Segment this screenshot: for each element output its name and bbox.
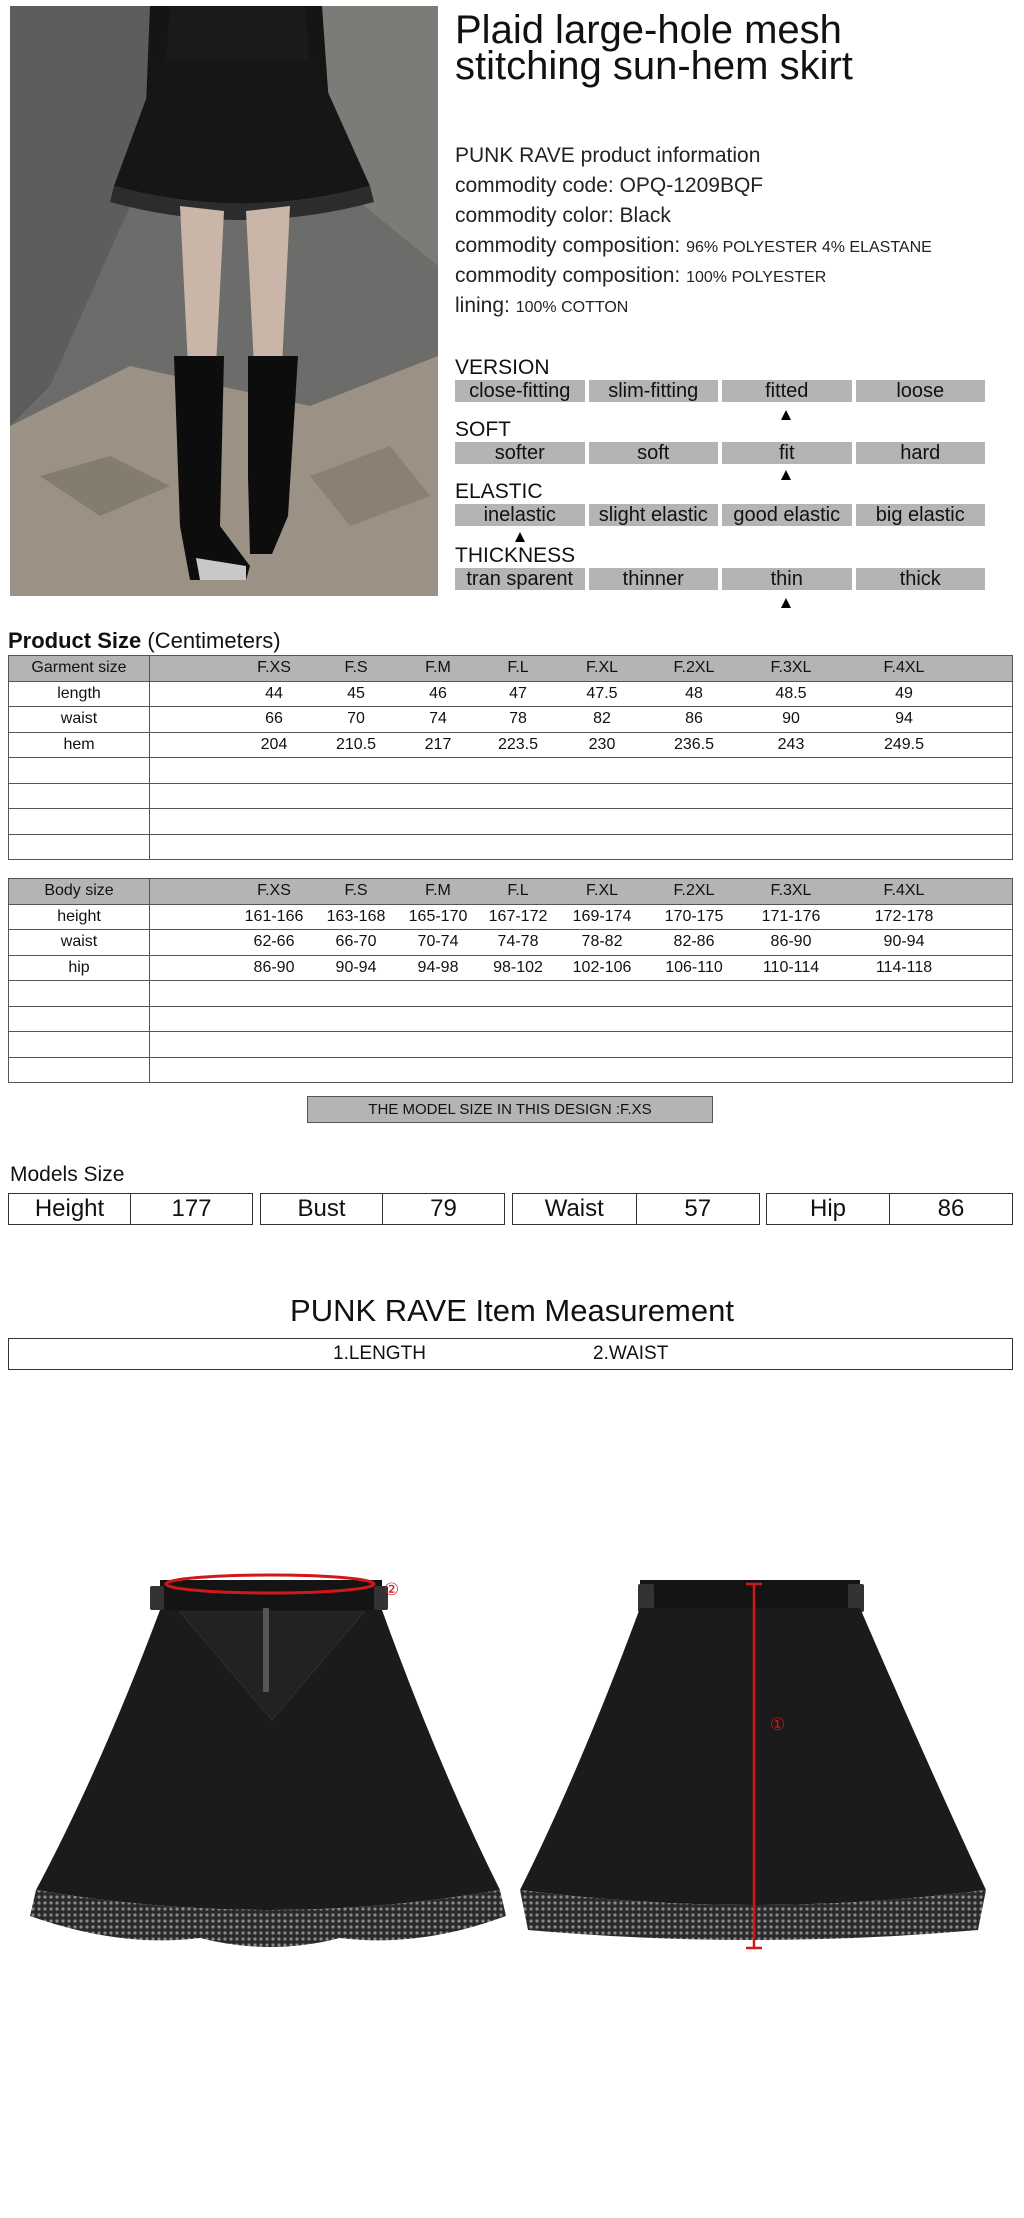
- empty-row: [9, 1057, 1013, 1083]
- size-header-cell: F.XS: [257, 882, 291, 900]
- elastic-option: slight elastic: [589, 504, 719, 526]
- table-row: [9, 955, 1013, 981]
- table-cell: 86-90: [253, 958, 295, 976]
- length-marker: ①: [770, 1715, 786, 1735]
- elastic-option: inelastic: [455, 504, 585, 526]
- table-cell: 47: [509, 684, 527, 702]
- model-stat-name: Hip: [767, 1194, 890, 1224]
- product-title: [455, 8, 1015, 88]
- table-cell: 110-114: [762, 958, 820, 976]
- model-stat-name: Height: [9, 1194, 131, 1224]
- soft-selected-marker: [781, 470, 791, 480]
- row-label: waist: [9, 930, 150, 956]
- table-cell: 47.5: [586, 684, 618, 702]
- soft-title: SOFT: [455, 418, 511, 441]
- product-size-unit: (Centimeters): [147, 628, 281, 653]
- table-cell: 62-66: [253, 933, 295, 951]
- table-cell: 46: [429, 684, 447, 702]
- model-stat-value: 79: [430, 1195, 457, 1222]
- brand-info-line: PUNK RAVE product information: [455, 144, 761, 167]
- table-cell: 172-178: [874, 907, 934, 925]
- thickness-scale: [455, 544, 985, 590]
- table-cell: 45: [347, 684, 365, 702]
- model-stat-value: 57: [684, 1195, 712, 1222]
- table-cell: 86: [685, 710, 703, 728]
- model-hip-box: [766, 1193, 1013, 1225]
- product-info: [455, 144, 1015, 324]
- model-stat-name: Waist: [513, 1194, 637, 1224]
- version-bar: [455, 380, 985, 402]
- empty-row: [9, 758, 1013, 784]
- garment-size-table: [8, 655, 1013, 860]
- table-cell: 66-70: [335, 933, 377, 951]
- version-option: fitted: [722, 380, 852, 402]
- size-header-cell: F.2XL: [673, 882, 715, 900]
- table-cell: 243: [777, 735, 805, 753]
- table-header-row: [9, 879, 1013, 905]
- elastic-selected-marker: [515, 532, 525, 542]
- measurement-item-length: 1.LENGTH: [333, 1343, 426, 1364]
- size-header-cell: F.L: [507, 659, 529, 677]
- model-size-note: THE MODEL SIZE IN THIS DESIGN :F.XS: [307, 1096, 713, 1123]
- body-size-table: [8, 878, 1013, 1083]
- table-cell: 204: [260, 735, 288, 753]
- empty-row: [9, 783, 1013, 809]
- size-header-cell: F.S: [344, 659, 368, 677]
- version-option: close-fitting: [455, 380, 585, 402]
- size-header-cell: F.XL: [585, 659, 619, 677]
- table-cell: 66: [265, 710, 283, 728]
- composition-label-1: commodity composition:: [455, 234, 687, 257]
- thickness-option: thick: [856, 568, 986, 590]
- table-cell: 86-90: [770, 933, 812, 951]
- elastic-bar: [455, 504, 985, 526]
- table-cell: 74: [429, 710, 447, 728]
- table-cell: 210.5: [335, 735, 377, 753]
- skirt-front-view: [30, 1575, 506, 1947]
- version-scale: [455, 356, 985, 402]
- table-cell: 94-98: [417, 958, 459, 976]
- table-cell: 90-94: [883, 933, 925, 951]
- soft-option: hard: [856, 442, 986, 464]
- elastic-option: big elastic: [856, 504, 986, 526]
- table-cell: 114-118: [875, 958, 933, 976]
- table-cell: 106-110: [665, 958, 723, 976]
- soft-scale: [455, 418, 985, 464]
- models-size-label: Models Size: [10, 1163, 125, 1186]
- commodity-color-value: Black: [619, 204, 671, 227]
- size-header-cell: F.M: [425, 659, 451, 677]
- table-cell: 169-174: [572, 907, 632, 925]
- commodity-composition-row-1: [455, 234, 1015, 264]
- commodity-composition-row-2: [455, 264, 1015, 294]
- thickness-option: thin: [722, 568, 852, 590]
- lining-row: [455, 294, 1015, 324]
- model-waist-box: [512, 1193, 760, 1225]
- commodity-color-row: [455, 204, 1015, 234]
- row-label: length: [9, 681, 150, 707]
- row-label: height: [9, 904, 150, 930]
- soft-option: soft: [589, 442, 719, 464]
- model-stat-value: 177: [171, 1195, 212, 1222]
- size-header-cell: F.4XL: [883, 659, 925, 677]
- empty-row: [9, 834, 1013, 860]
- table-cell: 78: [509, 710, 527, 728]
- table-row: [9, 930, 1013, 956]
- size-header-cell: F.4XL: [883, 882, 925, 900]
- model-stat-name: Bust: [261, 1194, 383, 1224]
- commodity-code-value: OPQ-1209BQF: [619, 174, 764, 197]
- table-row: [9, 681, 1013, 707]
- thickness-selected-marker: [781, 598, 791, 608]
- thickness-option: thinner: [589, 568, 719, 590]
- table-cell: 161-166: [244, 907, 304, 925]
- table-cell: 249.5: [883, 735, 925, 753]
- row-label: hem: [9, 732, 150, 758]
- measurement-item-waist: 2.WAIST: [593, 1343, 669, 1364]
- skirt-back-view: [520, 1580, 986, 1948]
- body-size-header: Body size: [9, 879, 150, 905]
- table-header-row: [9, 656, 1013, 682]
- size-header-cell: F.S: [344, 882, 368, 900]
- soft-option: fit: [722, 442, 852, 464]
- product-title-line2: stitching sun-hem skirt: [455, 44, 853, 88]
- composition-value-2: 100% POLYESTER: [686, 269, 827, 286]
- size-header-cell: F.3XL: [770, 882, 812, 900]
- row-label: hip: [9, 955, 150, 981]
- table-cell: 90: [782, 710, 800, 728]
- table-cell: 163-168: [326, 907, 386, 925]
- table-cell: 165-170: [408, 907, 468, 925]
- empty-row: [9, 809, 1013, 835]
- table-cell: 44: [265, 684, 283, 702]
- table-row: [9, 904, 1013, 930]
- size-header-cell: F.XL: [585, 882, 619, 900]
- elastic-title: ELASTIC: [455, 480, 543, 503]
- lining-value: 100% COTTON: [515, 299, 629, 316]
- version-option: loose: [856, 380, 986, 402]
- table-cell: 171-176: [761, 907, 821, 925]
- skirt-measurement-diagram: [0, 1570, 1024, 1990]
- elastic-scale: [455, 480, 985, 526]
- table-cell: 230: [588, 735, 616, 753]
- commodity-code-row: [455, 174, 1015, 204]
- model-height-box: [8, 1193, 253, 1225]
- product-size-title: Product Size: [8, 628, 142, 653]
- empty-row: [9, 1032, 1013, 1058]
- thickness-title: THICKNESS: [455, 544, 576, 567]
- garment-size-header: Garment size: [9, 656, 150, 682]
- product-size-heading: [8, 628, 281, 654]
- thickness-option: tran sparent: [455, 568, 585, 590]
- version-title: VERSION: [455, 356, 550, 379]
- table-cell: 82-86: [673, 933, 715, 951]
- table-cell: 98-102: [493, 958, 543, 976]
- empty-row: [9, 981, 1013, 1007]
- composition-label-2: commodity composition:: [455, 264, 687, 287]
- elastic-option: good elastic: [722, 504, 852, 526]
- table-cell: 48: [685, 684, 703, 702]
- table-cell: 74-78: [497, 933, 539, 951]
- table-cell: 48.5: [775, 684, 807, 702]
- table-cell: 70: [347, 710, 365, 728]
- size-header-cell: F.XS: [257, 659, 291, 677]
- version-option: slim-fitting: [589, 380, 719, 402]
- composition-value-1: 96% POLYESTER 4% ELASTANE: [686, 239, 932, 256]
- table-cell: 223.5: [497, 735, 539, 753]
- commodity-code-label: commodity code:: [455, 174, 620, 197]
- table-cell: 82: [593, 710, 611, 728]
- measurement-legend: [8, 1338, 1013, 1370]
- commodity-color-label: commodity color:: [455, 204, 620, 227]
- empty-row: [9, 1006, 1013, 1032]
- row-label: waist: [9, 707, 150, 733]
- table-cell: 70-74: [417, 933, 459, 951]
- product-title-line1: Plaid large-hole mesh: [455, 8, 842, 52]
- table-cell: 102-106: [572, 958, 632, 976]
- size-header-cell: F.3XL: [770, 659, 812, 677]
- table-cell: 236.5: [673, 735, 715, 753]
- lining-label: lining:: [455, 294, 516, 317]
- table-cell: 167-172: [488, 907, 548, 925]
- thickness-bar: [455, 568, 985, 590]
- soft-option: softer: [455, 442, 585, 464]
- size-header-cell: F.2XL: [673, 659, 715, 677]
- product-photo: [10, 6, 438, 596]
- model-stat-value: 86: [937, 1195, 965, 1222]
- soft-bar: [455, 442, 985, 464]
- table-cell: 78-82: [581, 933, 623, 951]
- table-cell: 170-175: [664, 907, 724, 925]
- table-row: [9, 707, 1013, 733]
- measurement-title: PUNK RAVE Item Measurement: [290, 1293, 734, 1328]
- model-bust-box: [260, 1193, 505, 1225]
- table-cell: 90-94: [335, 958, 377, 976]
- size-header-cell: F.L: [507, 882, 529, 900]
- waist-marker: ②: [384, 1580, 400, 1600]
- table-row: [9, 732, 1013, 758]
- table-cell: 217: [424, 735, 452, 753]
- table-cell: 94: [895, 710, 913, 728]
- table-cell: 49: [895, 684, 913, 702]
- size-header-cell: F.M: [425, 882, 451, 900]
